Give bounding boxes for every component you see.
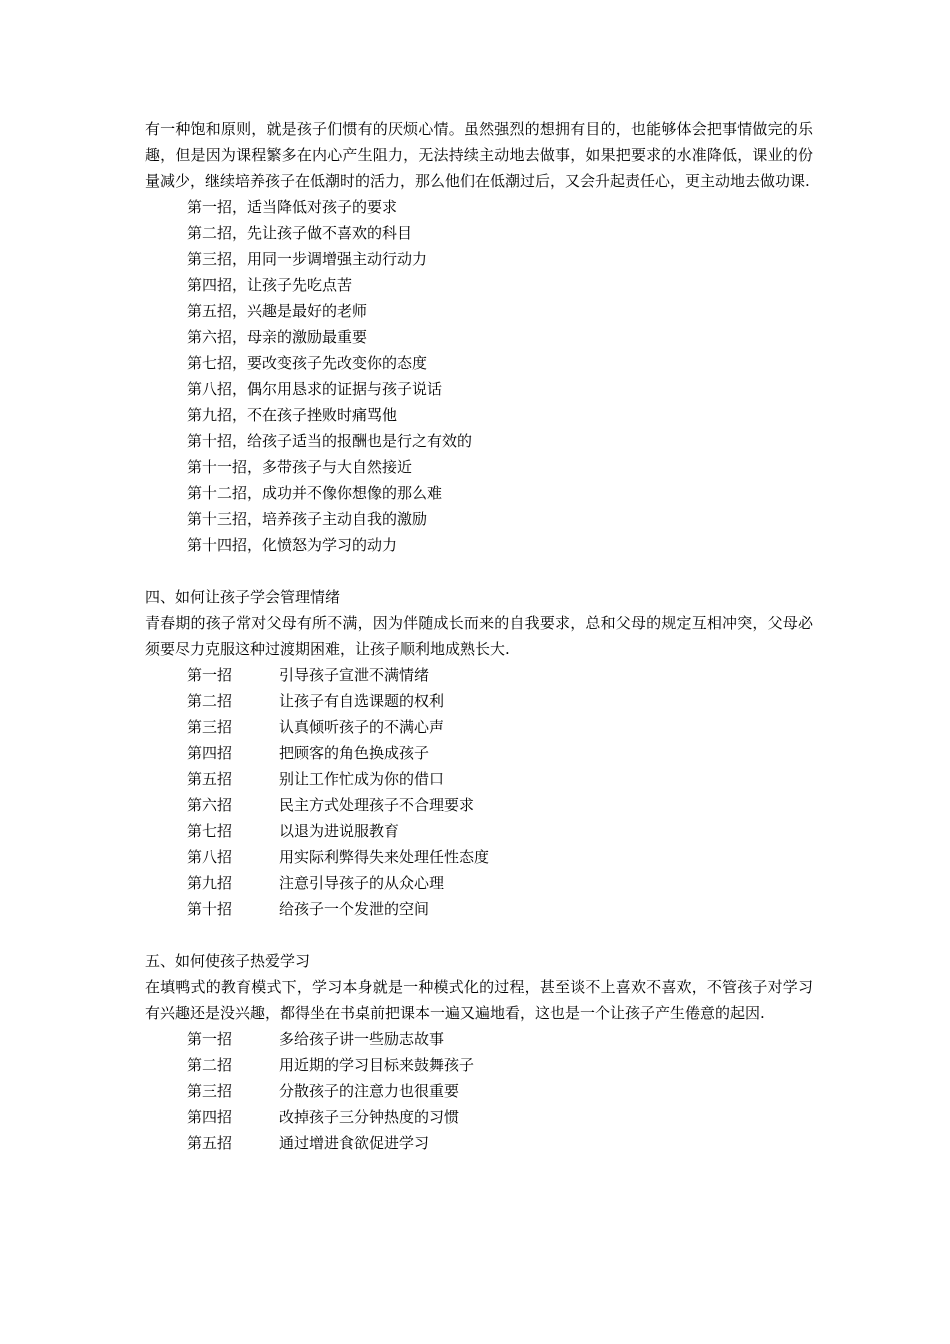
list-item: 第六招，母亲的激励最重要 <box>187 328 368 346</box>
item-text: 认真倾听孩子的不满心声 <box>279 718 445 736</box>
list-item: 第三招，用同一步调增强主动行动力 <box>187 250 428 268</box>
list-item <box>145 818 813 844</box>
item-text: 通过增进食欲促进学习 <box>279 1134 430 1152</box>
item-number: 第六招 <box>187 796 233 814</box>
list-item: 第十一招，多带孩子与大自然接近 <box>187 458 413 476</box>
list-item <box>145 766 813 792</box>
list-item <box>145 662 813 688</box>
item-text: 分散孩子的注意力也很重要 <box>279 1082 460 1100</box>
item-number: 第五招 <box>187 1134 233 1152</box>
list-item <box>145 714 813 740</box>
item-number: 第一招 <box>187 666 233 684</box>
section4-paragraph: 青春期的孩子常对父母有所不满，因为伴随成长而来的自我要求，总和父母的规定互相冲突，父母必须要尽力克服这种过渡期困难，让孩子顺利地成熟长大. <box>145 614 813 658</box>
section5-list <box>145 1026 813 1156</box>
list-item: 第七招，要改变孩子先改变你的态度 <box>187 354 428 372</box>
item-number: 第四招 <box>187 1108 233 1126</box>
document-page <box>145 116 813 1156</box>
item-text: 以退为进说服教育 <box>279 822 400 840</box>
list-item <box>145 1052 813 1078</box>
item-text: 让孩子有自选课题的权利 <box>279 692 445 710</box>
item-text: 用实际利弊得失来处理任性态度 <box>279 848 490 866</box>
list-item: 第二招，先让孩子做不喜欢的科目 <box>187 224 413 242</box>
list-item <box>145 688 813 714</box>
item-text: 把顾客的角色换成孩子 <box>279 744 430 762</box>
item-number: 第五招 <box>187 770 233 788</box>
list-item: 第十二招，成功并不像你想像的那么难 <box>187 484 443 502</box>
item-number: 第二招 <box>187 1056 233 1074</box>
list-item <box>145 1026 813 1052</box>
item-text: 多给孩子讲一些励志故事 <box>279 1030 445 1048</box>
item-text: 别让工作忙成为你的借口 <box>279 770 445 788</box>
list-item <box>145 1078 813 1104</box>
item-text: 民主方式处理孩子不合理要求 <box>279 796 475 814</box>
item-text: 给孩子一个发泄的空间 <box>279 900 430 918</box>
list-item <box>145 844 813 870</box>
list-item: 第九招，不在孩子挫败时痛骂他 <box>187 406 398 424</box>
item-number: 第三招 <box>187 718 233 736</box>
item-number: 第九招 <box>187 874 233 892</box>
item-number: 第十招 <box>187 900 233 918</box>
list-item: 第十招，给孩子适当的报酬也是行之有效的 <box>187 432 473 450</box>
list-item <box>145 870 813 896</box>
item-text: 改掉孩子三分钟热度的习惯 <box>279 1108 460 1126</box>
item-number: 第一招 <box>187 1030 233 1048</box>
list-item <box>145 1130 813 1156</box>
item-number: 第八招 <box>187 848 233 866</box>
section4-heading: 四、如何让孩子学会管理情绪 <box>145 588 341 606</box>
list-item: 第十四招，化愤怒为学习的动力 <box>187 536 398 554</box>
list-item: 第五招，兴趣是最好的老师 <box>187 302 368 320</box>
list-item: 第一招，适当降低对孩子的要求 <box>187 198 398 216</box>
section3-list <box>145 194 813 558</box>
section5-paragraph: 在填鸭式的教育模式下，学习本身就是一种模式化的过程，甚至谈不上喜欢不喜欢，不管孩子对学习有兴趣还是没兴趣，都得坐在书桌前把课本一遍又遍地看，这也是一个让孩子产生倦意的起因. <box>145 978 813 1022</box>
list-item <box>145 1104 813 1130</box>
list-item <box>145 896 813 922</box>
item-text: 用近期的学习目标来鼓舞孩子 <box>279 1056 475 1074</box>
list-item <box>145 740 813 766</box>
item-number: 第三招 <box>187 1082 233 1100</box>
section4-list <box>145 662 813 922</box>
list-item: 第四招，让孩子先吃点苦 <box>187 276 353 294</box>
list-item: 第十三招，培养孩子主动自我的激励 <box>187 510 428 528</box>
section5-heading: 五、如何使孩子热爱学习 <box>145 952 311 970</box>
item-text: 注意引导孩子的从众心理 <box>279 874 445 892</box>
item-number: 第七招 <box>187 822 233 840</box>
item-number: 第四招 <box>187 744 233 762</box>
list-item: 第八招，偶尔用恳求的证据与孩子说话 <box>187 380 443 398</box>
list-item <box>145 792 813 818</box>
item-number: 第二招 <box>187 692 233 710</box>
intro-paragraph: 有一种饱和原则，就是孩子们惯有的厌烦心情。虽然强烈的想拥有目的，也能够体会把事情做完的乐趣，但是因为课程繁多在内心产生阻力，无法持续主动地去做事，如果把要求的水准降低，课业的份量减少，继续培养孩子在低潮时的活力，那么他们在低潮过后，又会升起责任心，更主动地去做功课. <box>145 120 813 190</box>
item-text: 引导孩子宣泄不满情绪 <box>279 666 430 684</box>
